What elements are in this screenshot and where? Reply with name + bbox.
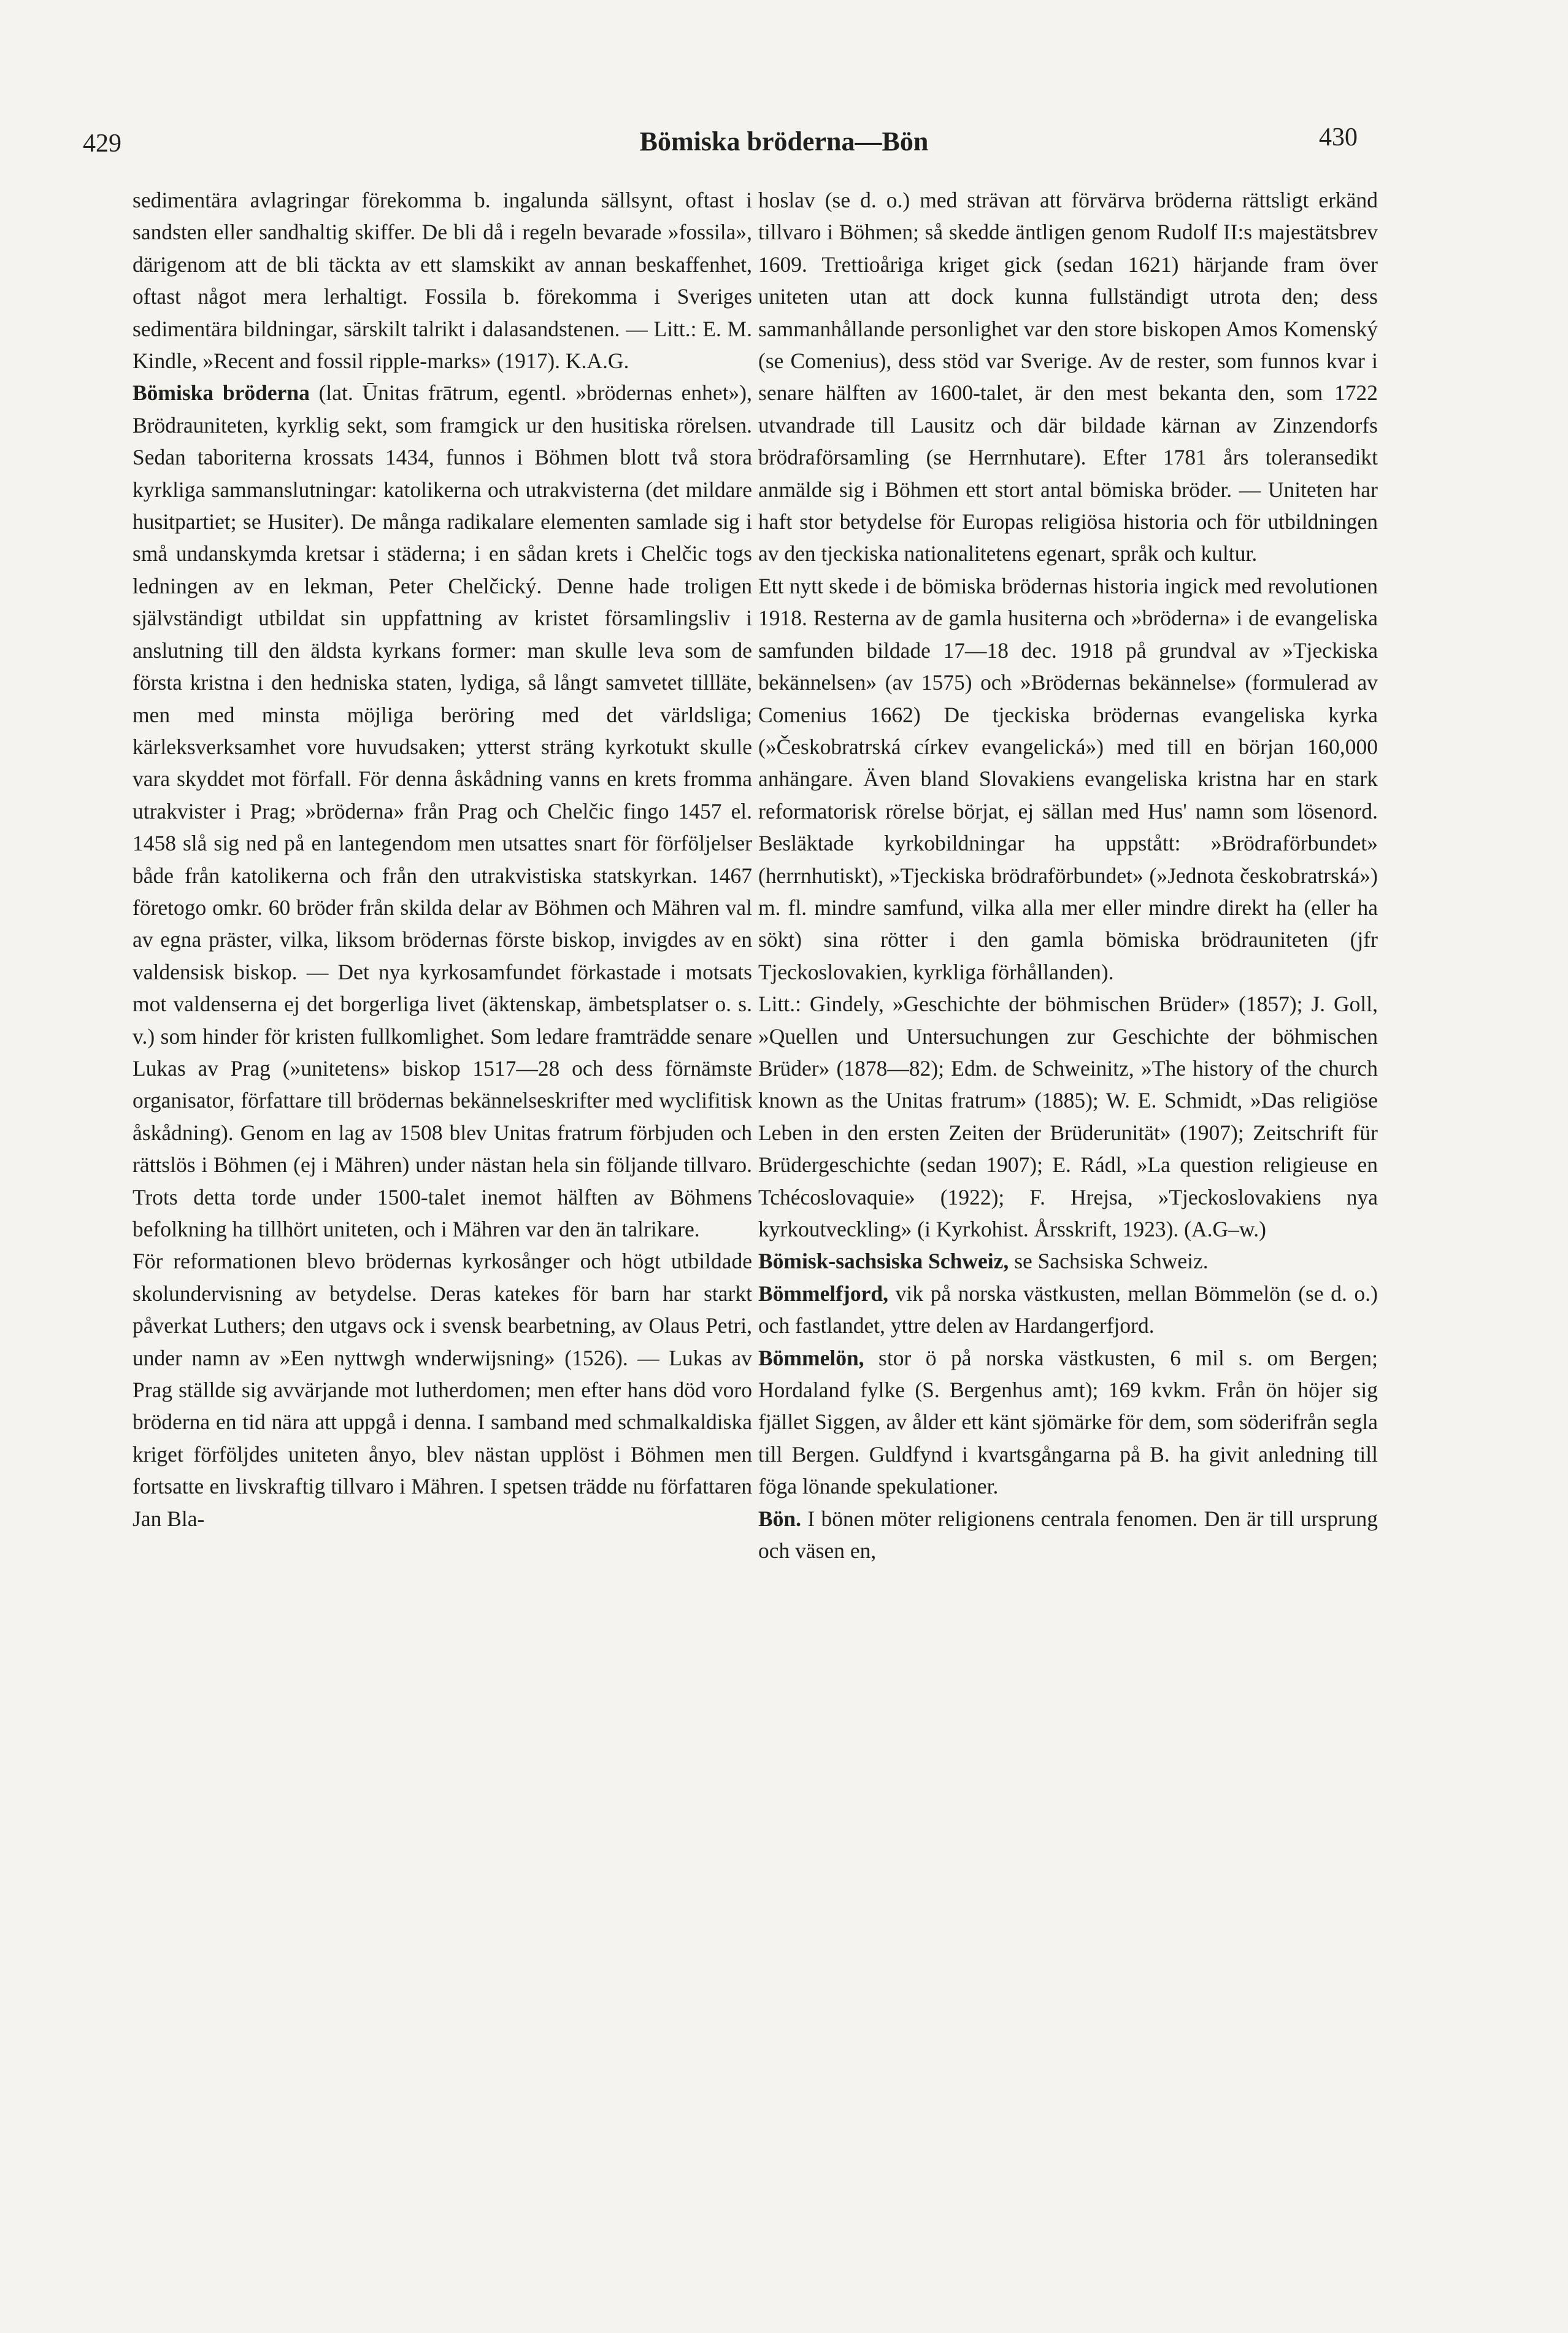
entry-bomisk-sachsiska-schweiz [758,1245,1378,1277]
left-column [133,184,752,1535]
paragraph-text: För reformationen blevo brödernas kyrkosånger och högt utbildade skolundervisning av betydelse. Deras katekes för barn har starkt påverkat Luthers; den utgavs ock i svensk bearbetning, av Olaus Petri, under namn av »Een nyttwgh wnderwijsning» (1526). — Lukas av Prag ställde sig avvärjande mot lutherdomen; men efter hans död voro bröderna en tid nära att uppgå i denna. I samband med schmalkaldiska kriget förföljdes uniteten ånyo, blev nästan upplöst i Böhmen men fortsatte en livskraftig tillvaro i Mähren. I spetsen trädde nu författaren Jan Bla- [133,1249,752,1531]
paragraph-text: hoslav (se d. o.) med strävan att förvärva bröderna rättsligt erkänd tillvaro i Böhmen; så skedde äntligen genom Rudolf II:s majestätsbrev 1609. Trettioåriga kriget gick (sedan 1621) härjande fram över uniteten utan att dock kunna fullständigt utrota den; dess sammanhållande personlighet var den store biskopen Amos Komenský (se Comenius), dess stöd var Sverige. Av de rester, som funnos kvar i senare hälften av 1600-talet, är den mest bekanta den, som 1722 utvandrade till Lausitz och där bildade kärnan av Zinzendorfs brödraförsamling (se Herrnhutare). Efter 1781 års toleransedikt anmälde sig i Böhmen ett stort antal bömiska bröder. — Uniteten har haft stor betydelse för Europas religiösa historia och för utbildningen av den tjeckiska nationalitetens egenart, språk och kultur. [758,188,1378,566]
paragraph [133,184,752,377]
paragraph [758,184,1378,570]
page-number-right: 430 [1319,123,1358,152]
entry-bommelon [758,1342,1378,1503]
page-number-left: 429 [83,129,121,158]
entry-bon [758,1503,1378,1567]
headword: Bön. [758,1506,802,1531]
paragraph [133,1245,752,1535]
paragraph-text: sedimentära avlagringar förekomma b. ingalunda sällsynt, oftast i sandsten eller sandhaltig skiffer. De bli då i regeln bevarade »fossila», därigenom att de bli täckta av ett slamskikt av annan beskaffenhet, oftast något mera lerhaltigt. Fossila b. förekomma i Sveriges sedimentära bildningar, särskilt talrikt i dalasandstenen. — Litt.: E. M. Kindle, »Recent and fossil ripple-marks» (1917). K.A.G. [133,188,752,374]
running-head: Bömiska bröderna—Bön [639,126,929,156]
headword: Bömmelfjord, [758,1281,888,1306]
headword: Bömiska bröderna [133,380,310,406]
entry-bomiska-broderna [133,377,752,1245]
paragraph-text: (lat. Ūnitas frātrum, egentl. »brödernas enhet»), Brödrauniteten, kyrklig sekt, som framgick ur den husitiska rörelsen. Sedan taboriterna krossats 1434, funnos i Böhmen blott två stora kyrkliga sammanslutningar: katolikerna och utrakvisterna (det mildare husitpartiet; se Husiter). De många radikalare elementen samlade sig i små undanskymda kretsar i städerna; i en sådan krets i Chelčic togs ledningen av en lekman, Peter Chelčický. Denne hade troligen självständigt utbildat sin uppfattning av kristet församlingsliv i anslutning till den äldsta kyrkans former: man skulle leva som de första kristna i den hedniska staten, lydiga, så långt samvetet tillläte, men med minsta möjliga beröring med det världsliga; kärleksverksamhet vore huvudsaken; ytterst sträng kyrkotukt skulle vara skyddet mot förfall. För denna åskådning vanns en krets fromma utrakvister i Prag; »bröderna» från Prag och Chelčic fingo 1457 el. 1458 slå sig ned på en lantegendom men utsattes snart för förföljelser både från katolikerna och från den utrakvistiska statskyrkan. 1467 företogo omkr. 60 bröder från skilda delar av Böhmen och Mähren val av egna präster, vilka, liksom brödernas förste biskop, invigdes av en valdensisk biskop. — Det nya kyrkosamfundet förkastade i motsats mot valdenserna ej det borgerliga livet (äktenskap, ämbetsplatser o. s. v.) som hinder för kristen fullkomlighet. Som ledare framträdde senare Lukas av Prag (»unitetens» biskop 1517—28 och dess förnämste organisator, författare till brödernas bekännelseskrifter med wyclifitisk åskådning). Genom en lag av 1508 blev Unitas fratrum förbjuden och rättslös i Böhmen (ej i Mähren) under nästan hela sin följande tillvaro. Trots detta torde under 1500-talet inemot hälften av Böhmens befolkning ha tillhört uniteten, och i Mähren var den än talrikare. [133,380,752,1241]
paragraph-text: I bönen möter religionens centrala fenomen. Den är till ursprung och väsen en, [758,1506,1378,1564]
paragraph-text: se Sachsiska Schweiz. [1009,1249,1209,1274]
paragraph-text: Litt.: Gindely, »Geschichte der böhmischen Brüder» (1857); J. Goll, »Quellen und Untersuchungen zur Geschichte der böhmischen Brüder» (1878—82); Edm. de Schweinitz, »The history of the church known as the Unitas fratrum» (1885); W. E. Schmidt, »Das religiöse Leben in den ersten Zeiten der Brüderunität» (1907); Zeitschrift für Brüdergeschichte (sedan 1907); E. Rádl, »La question religieuse en Tchécoslovaquie» (1922); F. Hrejsa, »Tjeckoslovakiens nya kyrkoutveckling» (i Kyrkohist. Årsskrift, 1923). (A.G–w.) [758,992,1378,1241]
paragraph [758,570,1378,988]
literature-paragraph [758,988,1378,1245]
paragraph-text: stor ö på norska västkusten, 6 mil s. om Bergen; Hordaland fylke (S. Bergenhus amt); 169 kvkm. Från ön höjer sig fjället Siggen, av ålder ett känt sjömärke för dem, som söderifrån segla till Bergen. Guldfynd i kvartsgångarna på B. ha givit anledning till föga lönande spekulationer. [758,1345,1378,1499]
paragraph-text: vik på norska västkusten, mellan Bömmelön (se d. o.) och fastlandet, yttre delen av Hardangerfjord. [758,1281,1378,1338]
headword: Bömisk-sachsiska Schweiz, [758,1249,1009,1274]
right-column [758,184,1378,1567]
entry-bommelfjord [758,1278,1378,1342]
headword: Bömmelön, [758,1345,864,1370]
paragraph-text: Ett nytt skede i de bömiska brödernas historia ingick med revolutionen 1918. Resterna av de gamla husiterna och »bröderna» i de evangeliska samfunden bildade 17—18 dec. 1918 på grundval av »Tjeckiska bekännelsen» (av 1575) och »Brödernas bekännelse» (formulerad av Comenius 1662) De tjeckiska brödernas evangeliska kyrka (»Českobratrská církev evangelická») med till en början 160,000 anhängare. Även bland Slovakiens evangeliska kristna har en stark reformatorisk rörelse börjat, ej sällan med Hus' namn som lösenord. Besläktade kyrkobildningar ha uppstått: »Brödraförbundet» (herrnhutiskt), »Tjeckiska brödraförbundet» (»Jednota českobratrská») m. fl. mindre samfund, vilka alla mer eller mindre direkt ha (eller ha sökt) sina rötter i den gamla bömiska brödrauniteten (jfr Tjeckoslovakien, kyrkliga förhållanden). [758,573,1378,984]
